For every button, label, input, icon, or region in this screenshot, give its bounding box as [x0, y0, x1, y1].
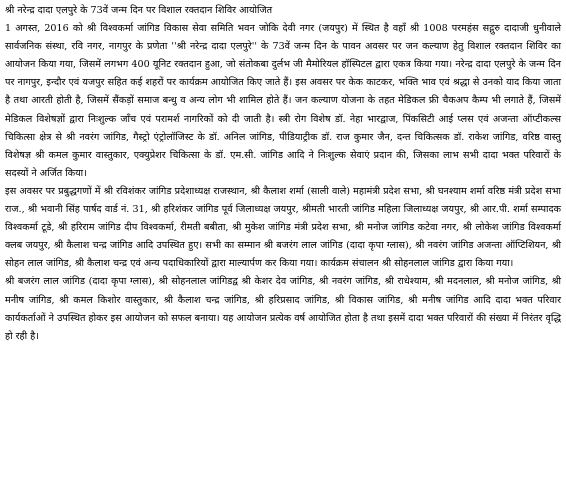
article-headline: श्री नरेन्द्र दादा एलपुरे के 73वें जन्म दिन पर विशाल रक्तदान शिविर आयोजित: [5, 5, 273, 16]
article-paragraph-volunteers: श्री बजरंग लाल जांगिड (दादा कृपा ग्लास), श्री सोहनलाल जांगिडद्व श्री केशर देव जांगिड, श्री नवरंग जांगिड, श्री राधेश्याम, श्री मदनलाल, श्री मनोज जांगिड, श्री मनीष जांगिड, श्री कमल किशोर वास्तुकार, श्री कैलाश चन्द्र जांगिड, श्री हरिप्रसाद जांगिड, श्री विकास जांगिड, श्री मनीष जांगिड आदि दादा भक्त परिवार कार्यकर्ताओं ने उपस्थित होकर इस आयोजन को सफल बनाया। यह आयोजन प्रत्येक वर्ष आयोजित होता है तथा इसमें दादा भक्त परिवारों की संख्या में निरंतर वृद्धि हो रही है।: [5, 276, 561, 342]
article-paragraph-dignitaries: इस अवसर पर प्रबुद्धगणों में श्री रविशंकर जांगिड प्रदेशाध्यक्ष राजस्थान, श्री कैलाश शर्मा (साली वाले) महामंत्री प्रदेश सभा, श्री घनश्याम शर्मा वरिष्ठ मंत्री प्रदेश सभा राज., श्री भवानी सिंह पार्षद वार्ड नं. 31, श्री हरिशंकर जांगिड पूर्व जिलाध्यक्ष जयपुर, श्रीमती भारती जांगिड महिला जिलाध्यक्ष जयपुर, श्री आर.पी. शर्मा सम्पादक विश्वकर्मा टूडे, श्री हरिराम जांगिड दीप विश्वकर्मा, रीमती बबीता, श्री मुकेश जांगिड मंत्री प्रदेश सभा, श्री मनोज जांगिड कटेवा नगर, श्री लोकेश जांगिड विश्वकर्मा क्लब जयपुर, श्री कैलाश चन्द्र जांगिड आदि उपस्थित हुए। सभी का सम्मान श्री बजरंग लाल जांगिड (दादा कृपा ग्लास), श्री नवरंग जांगिड अजन्ता ऑप्टिशियन, श्री सोहन लाल जांगिड, श्री कैलाश चन्द्र एवं अन्य पदाधिकारियों द्वारा माल्यार्पण कर किया गया। कार्यक्रम संचालन श्री सोहनलाल जांगिड द्वारा किया गया।: [5, 185, 561, 270]
article-paragraph-event-details: 1 अगस्त, 2016 को श्री विश्वकर्मा जांगिड विकास सेवा समिति भवन जोकि देवी नगर (जयपुर) में स्थित है वहाँ श्री 1008 परमहंस सद्गुरु दादाजी धुनीवाले सार्वजनिक संस्था, रवि नगर, नागपुर के प्रणेता ''श्री नरेन्द्र दादा एलपुरे'' के 73वें जन्म दिन के पावन अवसर पर जन कल्याण हेतु विशाल रक्तदान शिविर का आयोजन किया गया, जिसमें लगभग 400 यूनिट रक्तदान हुआ, जो संतोकबा दुर्लभ जी मैमोरियल हॉस्पिटल द्वारा एकत्र किया गया। नरेन्द्र दादा एलपुरे के जन्म दिन पर नागपुर, इन्दौर एवं यजपुर सहित कई शहरों पर कार्यक्रम आयोजित किए जाते हैं। इस अवसर पर केक काटकर, भक्ति भाव एवं श्रद्धा से उनको याद किया जाता है तथा आरती होती है, जिसमें सैंकड़ों समाज बन्धु व अन्य लोग भी शामिल होते हैं। जन कल्याण योजना के तहत मेडिकल फ्री चैकअप कैम्प भी लगाते हैं, जिसमें मेडिकल विशेषज्ञों द्वारा निःशुल्क जाँच एवं परामर्श नागरिकों को दी जाती है। स्त्री रोग विशेष डॉ. नेहा भारद्वाज, पिंकसिटी आई प्लस एवं अजन्ता ऑप्टीकल्स चिकित्सा क्षेत्र से श्री नवरंग जांगिड, गैस्ट्रो एंट्रोलॉजिस्ट के डॉ. अनिल जांगिड, पीडियाट्रीक डॉ. राज कुमार जैन, दन्त चिकित्सक डॉ. राकेश जांगिड, वरिष्ठ वास्तु विशेषज्ञ श्री कमल कुमार वास्तुकार, एक्युप्रेशर चिकित्सा के डॉ. एम.सी. जांगिड आदि ने निःशुल्क सेवाएं प्रदान की, जिसका लाभ सभी दादा भक्त परिवारों के सदस्यों ने अर्जित किया।: [5, 23, 561, 179]
